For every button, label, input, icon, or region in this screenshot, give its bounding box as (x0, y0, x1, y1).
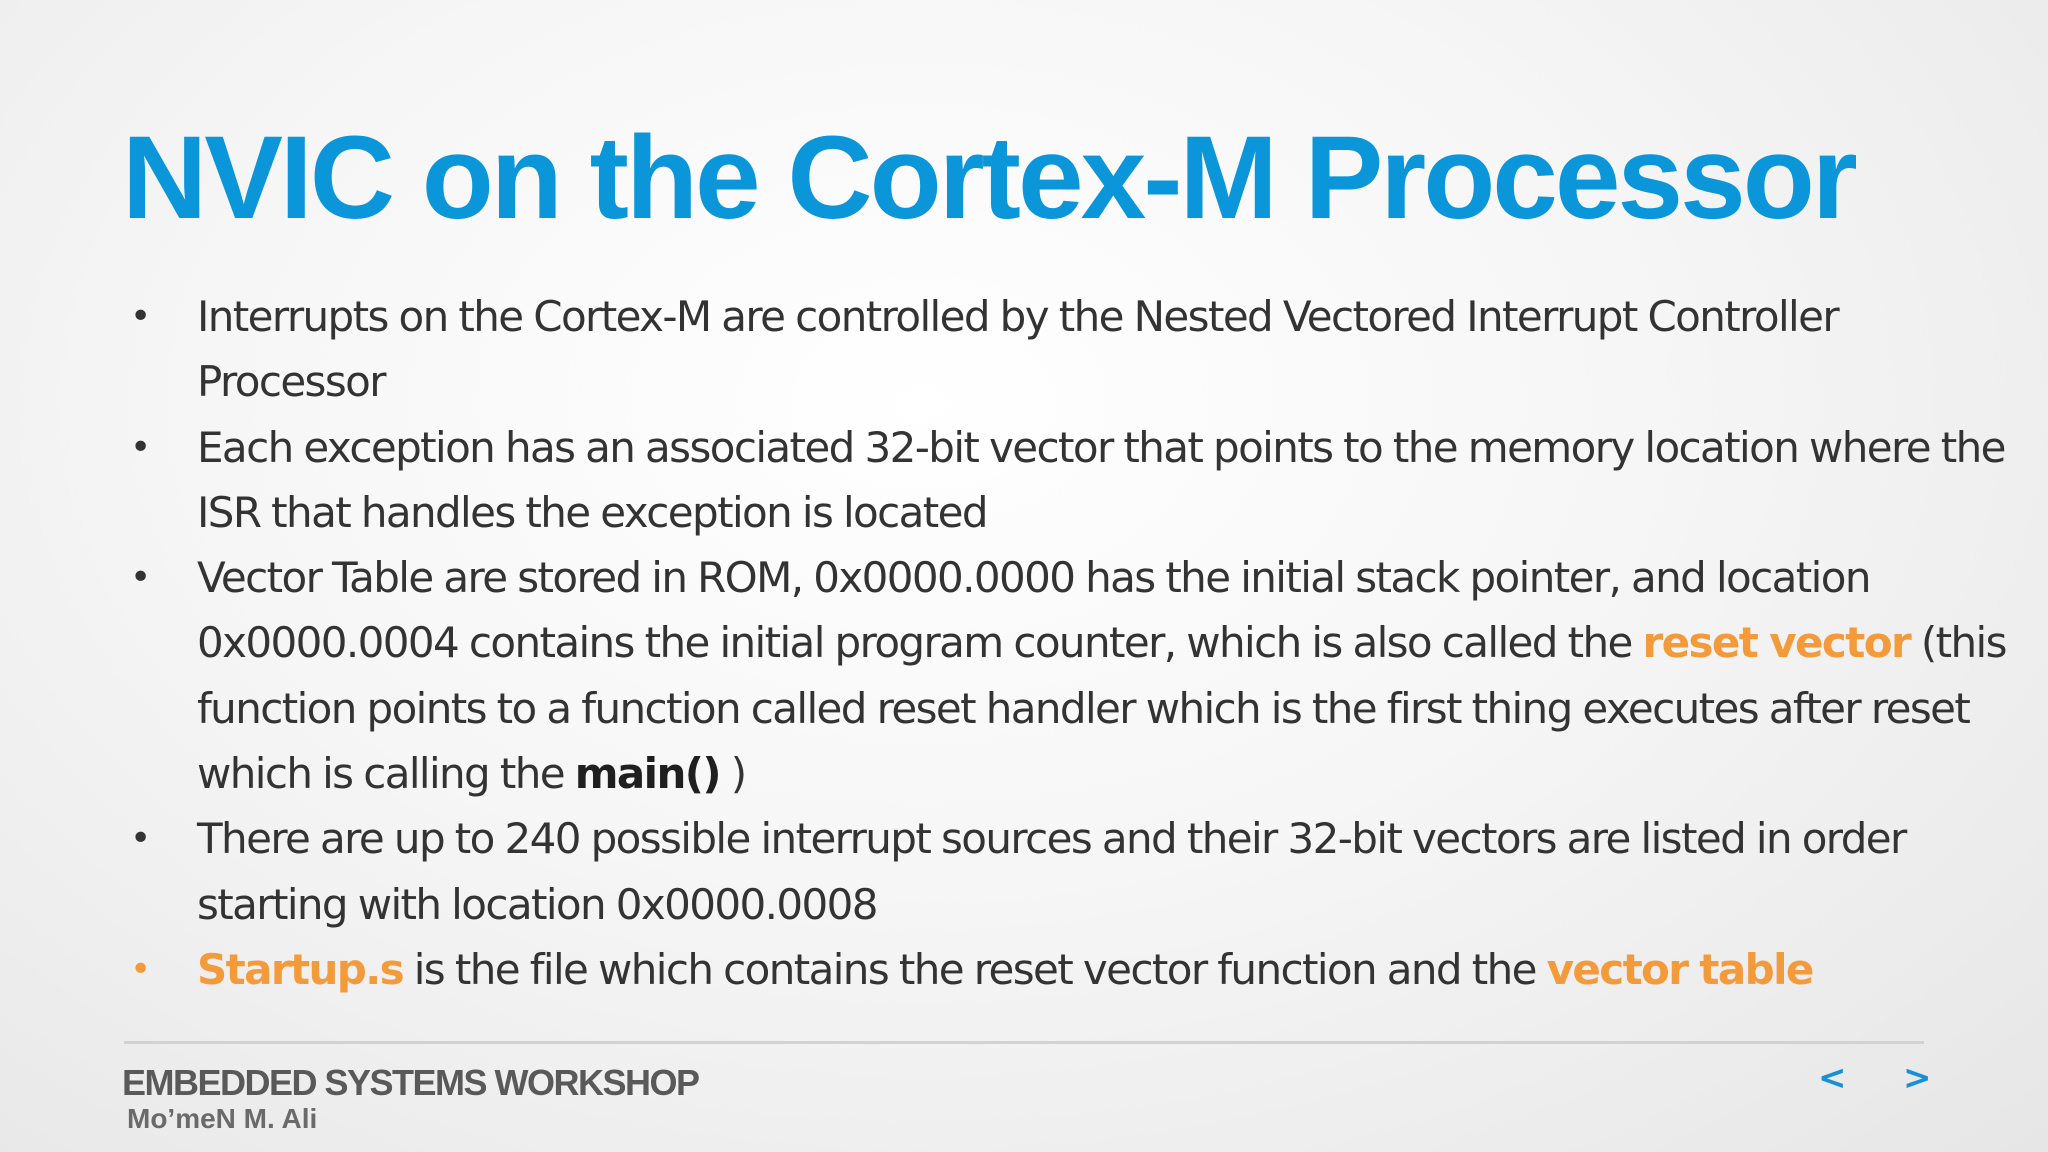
bullet-dot-icon: • (130, 948, 150, 990)
bullet-text: Each exception has an associated 32-bit vector that points to the memory location where the ISR that handles the exception is located (197, 422, 2005, 537)
bullet-item-vector-table (128, 545, 2008, 806)
highlight-vector-table: vector table (1546, 944, 1813, 994)
footer-divider (124, 1041, 1924, 1044)
bullet-text: ) (719, 749, 746, 799)
bullet-item-startup (128, 937, 2008, 1002)
prev-slide-button[interactable]: < (1818, 1058, 1847, 1098)
slide-title: NVIC on the Cortex-M Processor (122, 112, 1855, 244)
bullet-dot-icon: • (130, 557, 150, 599)
bullet-text: Interrupts on the Cortex-M are controlled by the Nested Vectored Interrupt Controller Processor (197, 292, 1839, 407)
bullet-dot-icon: • (130, 426, 150, 468)
bullet-text: Vector Table are stored in ROM, 0x0000.0000 has the initial stack pointer, and location 0x0000.0004 contains the initial program counter, which is also called the (197, 553, 1870, 668)
bullet-item-nvic (128, 284, 2008, 415)
bullet-text: (this function points to a function called reset handler which is the first thing executes after reset which is calling the (197, 618, 2006, 799)
bullet-dot-icon: • (130, 818, 150, 860)
bullet-item-interrupt-sources (128, 806, 2008, 937)
bullet-text: is the file which contains the reset vector function and the (402, 944, 1547, 994)
bullet-item-exception-vector (128, 415, 2008, 546)
highlight-reset-vector: reset vector (1642, 618, 1911, 668)
footer-title: EMBEDDED SYSTEMS WORKSHOP (122, 1062, 699, 1103)
bullet-list (128, 284, 2008, 1002)
footer-author: Mo’meN M. Ali (127, 1103, 318, 1134)
bold-main: main() (574, 749, 720, 799)
bullet-dot-icon: • (130, 296, 150, 337)
next-slide-button[interactable]: > (1903, 1058, 1932, 1098)
highlight-startup-file: Startup.s (197, 944, 403, 994)
bullet-text: There are up to 240 possible interrupt sources and their 32-bit vectors are listed in order starting with location 0x0000.0008 (197, 814, 1906, 929)
